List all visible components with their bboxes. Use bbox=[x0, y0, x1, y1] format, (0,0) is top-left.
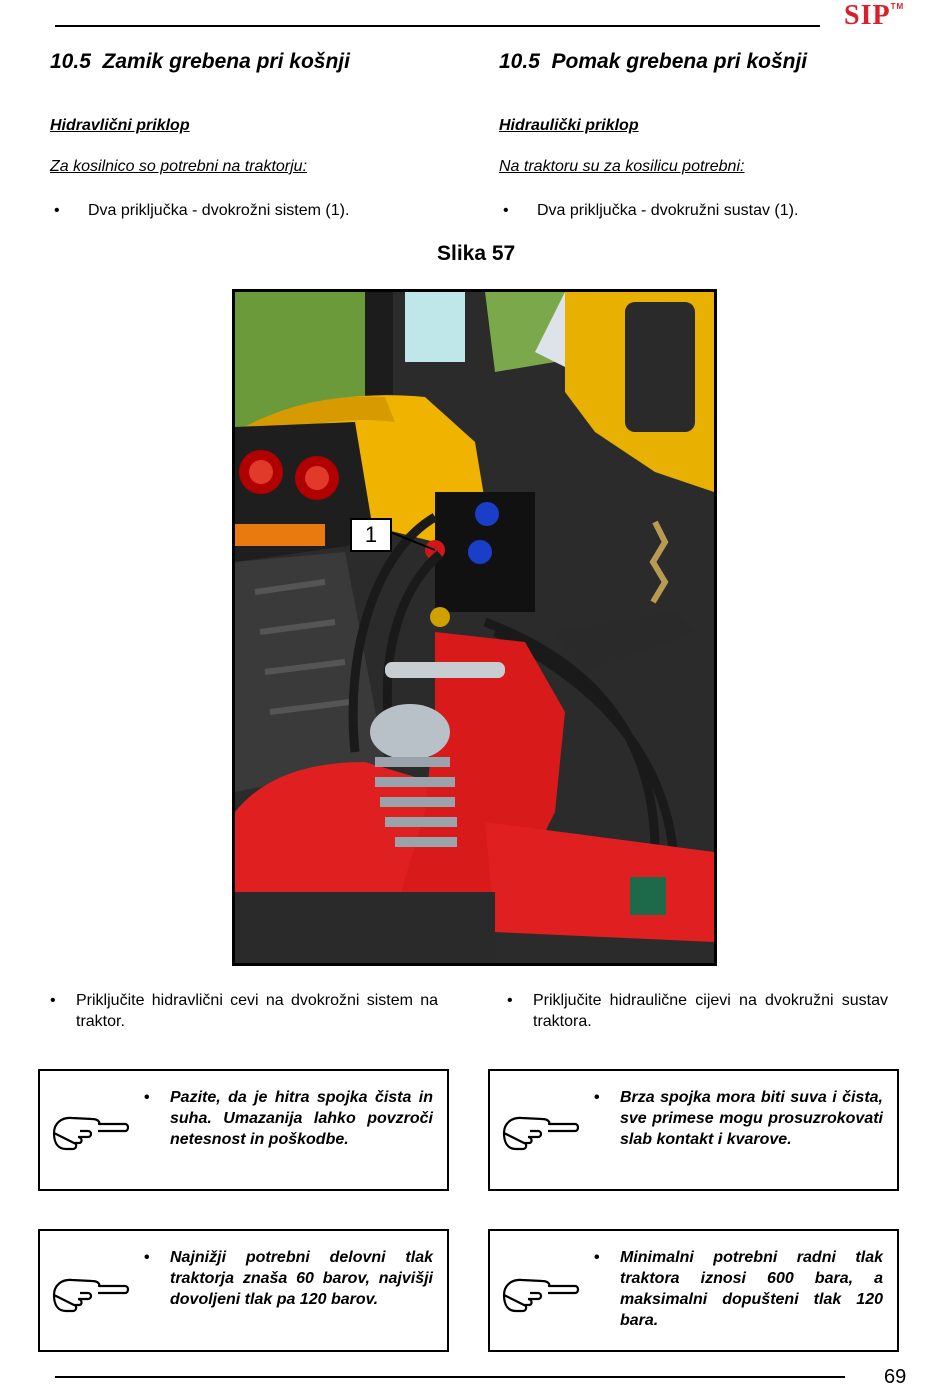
bullet-dot: • bbox=[503, 202, 509, 219]
bullet-dot: • bbox=[54, 202, 60, 219]
left-bullet-connectors bbox=[54, 202, 349, 220]
left-heading-number: 10.5 bbox=[50, 50, 91, 73]
right-note-coupling-text: Brza spojka mora biti suva i čista, sve primese mogu prosuzrokovati slab kontakt i kvarove. bbox=[620, 1089, 883, 1148]
pointing-hand-icon bbox=[52, 1111, 130, 1155]
brand-name: SIP bbox=[844, 0, 891, 31]
right-heading bbox=[499, 50, 807, 74]
photo-illustration bbox=[235, 292, 714, 963]
header-rule bbox=[55, 25, 820, 27]
left-bullet-text: Dva priključka - dvokrožni sistem (1). bbox=[88, 202, 350, 219]
bullet-dot: • bbox=[144, 1089, 150, 1106]
left-heading-title: Zamik grebena pri košnji bbox=[102, 50, 350, 73]
left-note-coupling bbox=[38, 1069, 449, 1191]
right-note-coupling bbox=[488, 1069, 899, 1191]
left-subheading-hydraulic: Hidravlični priklop bbox=[50, 117, 190, 134]
pointing-hand-icon bbox=[502, 1273, 580, 1317]
sip-logo bbox=[844, 0, 904, 32]
right-note-pressure-text-wrap bbox=[594, 1247, 883, 1331]
right-note-pressure bbox=[488, 1229, 899, 1352]
left-note-coupling-text-wrap bbox=[144, 1087, 433, 1150]
left-note-coupling-text: Pazite, da je hitra spojka čista in suha. Umazanija lahko povzroči netesnost in poškodbe. bbox=[170, 1089, 433, 1148]
pointing-hand-icon bbox=[52, 1273, 130, 1317]
pointing-hand-icon bbox=[502, 1111, 580, 1155]
bullet-dot: • bbox=[594, 1089, 600, 1106]
left-heading bbox=[50, 50, 350, 74]
right-heading-title: Pomak grebena pri košnji bbox=[551, 50, 808, 73]
footer-rule bbox=[55, 1376, 845, 1378]
left-subheading-requirements: Za kosilnico so potrebni na traktorju: bbox=[50, 158, 308, 175]
right-note-pressure-text: Minimalni potrebni radni tlak traktora iznosi 600 bara, a maksimalni dopušteni tlak 120 bara. bbox=[620, 1249, 883, 1329]
right-bullet-connectors bbox=[503, 202, 798, 220]
right-connect-instruction bbox=[507, 990, 888, 1032]
right-connect-text: Priključite hidraulične cijevi na dvokružni sustav traktora. bbox=[533, 992, 888, 1030]
bullet-dot: • bbox=[507, 992, 513, 1009]
right-bullet-text: Dva priključka - dvokružni sustav (1). bbox=[537, 202, 799, 219]
bullet-dot: • bbox=[50, 992, 56, 1009]
tractor-hydraulic-photo bbox=[232, 289, 717, 966]
trademark-mark: TM bbox=[890, 2, 905, 11]
bullet-dot: • bbox=[594, 1249, 600, 1266]
page-number: 69 bbox=[884, 1366, 907, 1388]
bullet-dot: • bbox=[144, 1249, 150, 1266]
left-connect-instruction bbox=[50, 990, 438, 1032]
left-note-pressure-text: Najnižji potrebni delovni tlak traktorja znaša 60 barov, najvišji dovoljeni tlak pa 120 barov. bbox=[170, 1249, 433, 1308]
left-note-pressure bbox=[38, 1229, 449, 1352]
right-subheading-requirements: Na traktoru su za kosilicu potrebni: bbox=[499, 158, 745, 175]
callout-label: 1 bbox=[350, 518, 392, 552]
figure-caption: Slika 57 bbox=[437, 242, 516, 265]
right-note-coupling-text-wrap bbox=[594, 1087, 883, 1150]
right-heading-number: 10.5 bbox=[499, 50, 540, 73]
left-note-pressure-text-wrap bbox=[144, 1247, 433, 1310]
right-subheading-hydraulic: Hidraulički priklop bbox=[499, 117, 639, 134]
left-connect-text: Priključite hidravlični cevi na dvokrožni sistem na traktor. bbox=[76, 992, 438, 1030]
